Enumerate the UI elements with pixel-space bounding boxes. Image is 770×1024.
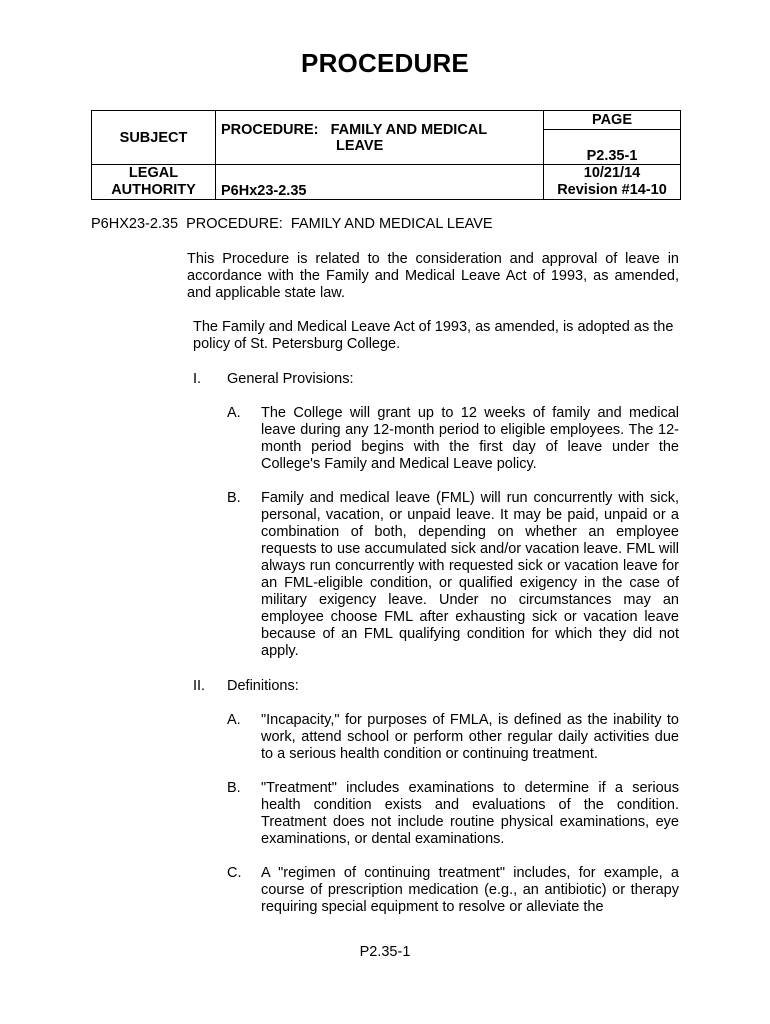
document-title: PROCEDURE (301, 48, 469, 78)
section-heading: P6HX23-2.35 PROCEDURE: FAMILY AND MEDICAL LEAVE (91, 216, 493, 232)
item-text: The College will grant up to 12 weeks of family and medical leave during any 12-month period to eligible employees. The 12-month period begins with the first day of leave under the College's Family and Medical Leave policy. (261, 405, 679, 472)
section-numeral: I. (193, 371, 202, 387)
item-label: C. (227, 865, 242, 881)
item-label: B. (227, 490, 241, 506)
item-text: "Incapacity," for purposes of FMLA, is defined as the inability to work, attend school or perform other regular daily activities due to a serious health condition or continuing treatment. (261, 712, 679, 762)
item-label: B. (227, 780, 241, 796)
page-footer: P2.35-1 (359, 944, 411, 960)
item-label: A. (227, 405, 241, 421)
revision-number: Revision #14-10 (557, 182, 667, 198)
date-revision (544, 165, 681, 200)
adoption-paragraph: The Family and Medical Leave Act of 1993, as amended, is adopted as the policy of St. Petersburg College. (193, 319, 674, 352)
legal-authority-value: P6Hx23-2.35 (216, 165, 544, 200)
section-numeral: II. (193, 678, 206, 694)
item-text: A "regimen of continuing treatment" includes, for example, a course of prescription medication (e.g., an antibiotic) or therapy requiring special equipment to resolve or alleviate the (261, 865, 679, 915)
subject-value-line2: LEAVE (336, 137, 384, 154)
item-text: Family and medical leave (FML) will run concurrently with sick, personal, vacation, or unpaid leave. It may be paid, unpaid or a combination of both, depending on whether an employee requests to use accumulated sick and/or vacation leave. FML will always run concurrently with requested sick or vacation leave for an FML-eligible condition, or qualified exigency in the case of military exigency leave. Under no circumstances may an employee choose FML after exhausting sick or vacation leave because of an FML qualifying condition for which they did not apply. (261, 490, 679, 659)
subject-label: SUBJECT (92, 111, 216, 165)
item-label: A. (227, 712, 241, 728)
section-heading-definitions: Definitions: (227, 678, 299, 694)
page-number: P2.35-1 (544, 130, 681, 165)
subject-value-line1: PROCEDURE: FAMILY AND MEDICAL (221, 121, 488, 138)
section-heading-general: General Provisions: (227, 371, 354, 387)
legal-authority-label (92, 165, 216, 200)
legal-label-line2: AUTHORITY (111, 182, 196, 198)
page-label: PAGE (544, 111, 681, 130)
revision-date: 10/21/14 (583, 165, 641, 181)
item-text: "Treatment" includes examinations to determine if a serious health condition exists and evaluations of the condition. Treatment does not include routine physical examinations, eye examinations, or dental examinations. (261, 780, 679, 847)
legal-label-line1: LEGAL (128, 165, 179, 181)
intro-paragraph: This Procedure is related to the consideration and approval of leave in accordance with the Family and Medical Leave Act of 1993, as amended, and applicable state law. (187, 251, 679, 301)
subject-value (216, 111, 544, 165)
header-table (91, 110, 681, 200)
